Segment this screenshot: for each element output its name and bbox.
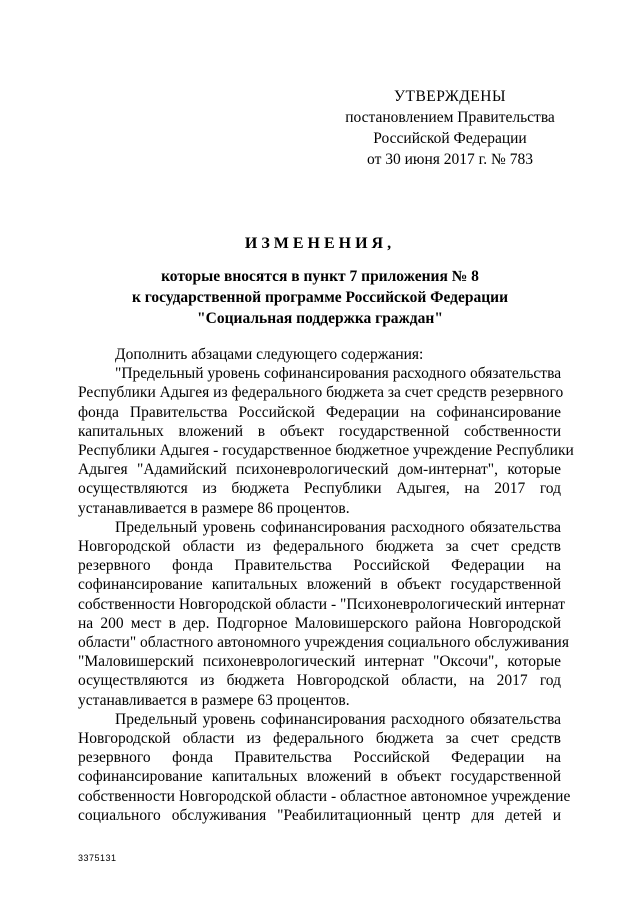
body-line: собственности Новгородской области - областное автономное учреждение (78, 787, 571, 805)
body-line: резервного фонда Правительства Российской Федерации на (78, 557, 561, 575)
body-line: осуществляются из бюджета Республики Адыгея, на 2017 год (78, 480, 561, 498)
approval-date-number: от 30 июня 2017 г. № 783 (367, 151, 533, 168)
body-line: области" областного автономного учреждения социального обслуживания (78, 634, 569, 652)
body-line: социального обслуживания "Реабилитационный центр для детей и (78, 806, 561, 824)
body-line: фонда Правительства Российской Федерации на софинансирование (78, 403, 561, 421)
body-line: капитальных вложений в объект государственной собственности (78, 422, 561, 440)
subtitle-line: к государственной программе Российской Федерации (131, 289, 509, 306)
body-line: Республики Адыгея - государственное бюджетное учреждение Республики (78, 442, 574, 460)
body-line: осуществляются из бюджета Новгородской области, на 2017 год (78, 672, 561, 690)
body-line: Новгородской области из федерального бюджета за счет средств (78, 730, 561, 748)
approval-line: Российской Федерации (373, 130, 527, 147)
body-line: Предельный уровень софинансирования расходного обязательства (115, 710, 561, 728)
body-line: Республики Адыгея из федерального бюджета за счет средств резервного (78, 384, 564, 402)
approval-block (300, 86, 600, 170)
document-title: ИЗМЕНЕНИЯ, (244, 235, 396, 252)
document-code: 3375131 (78, 853, 117, 863)
body-line: софинансирование капитальных вложений в объект государственной (78, 768, 561, 786)
body-line: Предельный уровень софинансирования расходного обязательства (115, 518, 561, 536)
body-line: собственности Новгородской области - "Психоневрологический интернат (78, 595, 566, 613)
body-line: софинансирование капитальных вложений в объект государственной (78, 576, 561, 594)
body-line: "Маловишерский психоневрологический интернат "Оксочи", которые (78, 653, 561, 671)
document-subtitle (0, 266, 640, 329)
body-line: Новгородской области из федерального бюджета за счет средств (78, 538, 561, 556)
body-line: Дополнить абзацами следующего содержания: (115, 346, 424, 363)
body-line: Адыгея "Адамийский психоневрологический дом-интернат", которые (78, 461, 561, 479)
document-body (78, 345, 574, 825)
body-line: резервного фонда Правительства Российской Федерации на (78, 749, 561, 767)
body-line: устанавливается в размере 86 процентов. (78, 499, 350, 517)
subtitle-line: "Социальная поддержка граждан" (197, 310, 443, 327)
body-line: устанавливается в размере 63 процентов. (78, 691, 350, 709)
approval-heading: УТВЕРЖДЕНЫ (394, 88, 506, 105)
approval-line: постановлением Правительства (345, 109, 555, 126)
subtitle-line: которые вносятся в пункт 7 приложения № 8 (161, 268, 479, 285)
body-line: на 200 мест в дер. Подгорное Маловишерского района Новгородской (78, 614, 561, 632)
body-line: "Предельный уровень софинансирования расходного обязательства (115, 365, 562, 383)
